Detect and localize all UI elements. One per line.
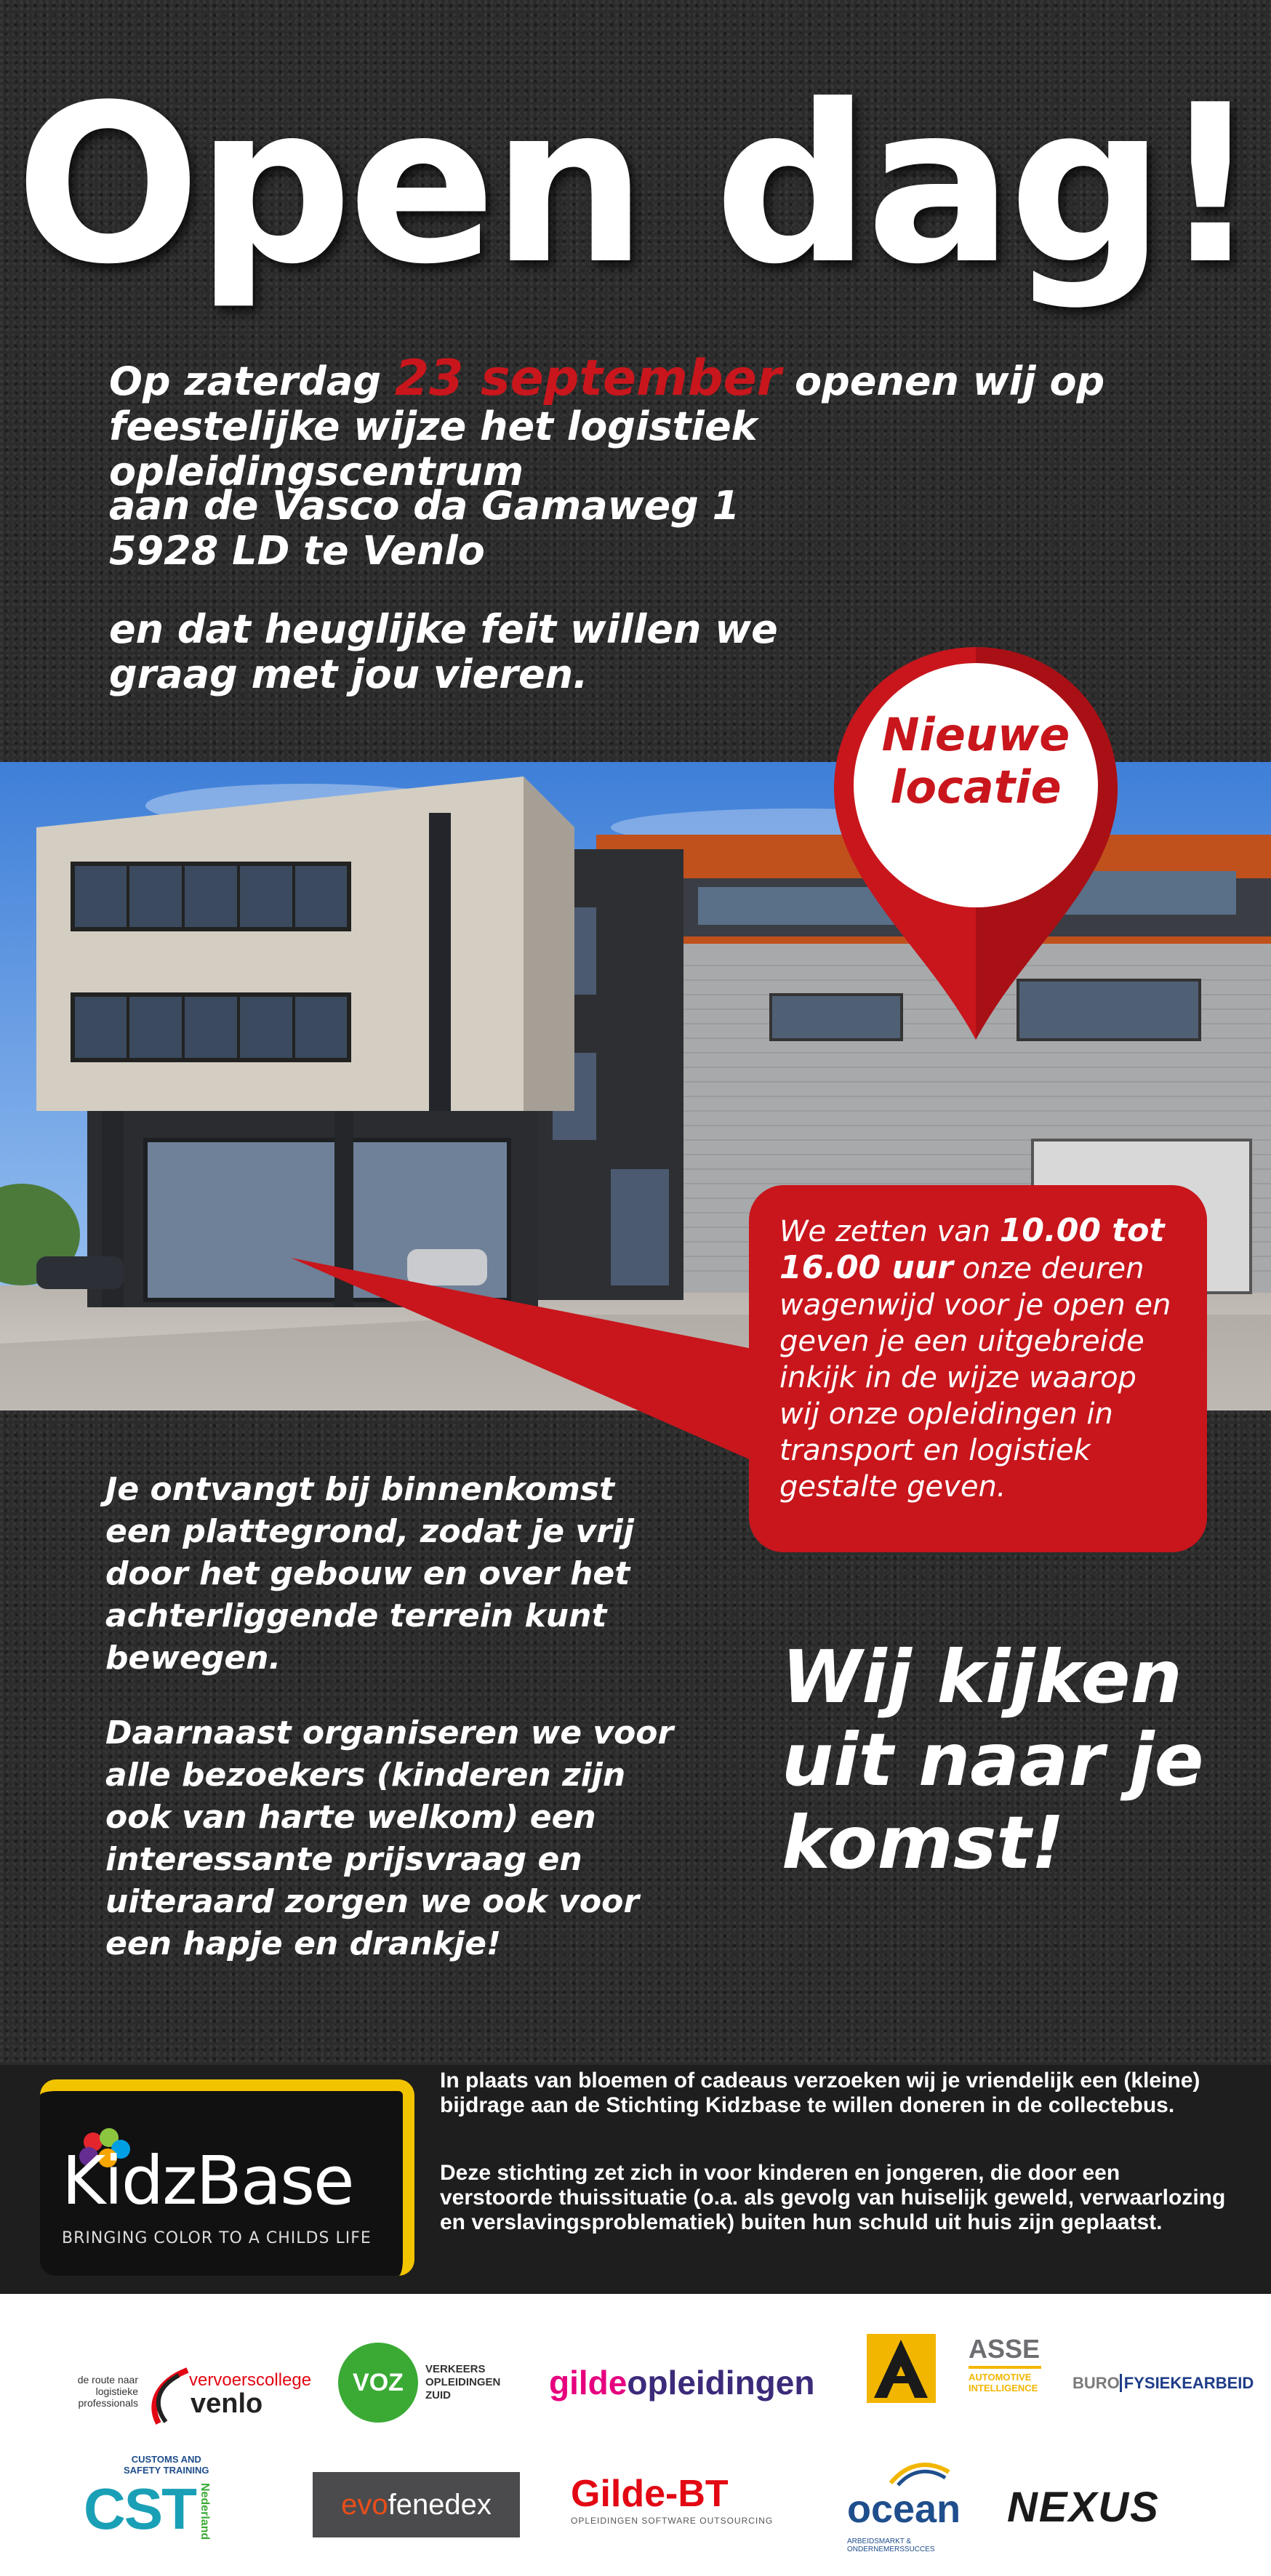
opening-hours: 10.00 tot 16.00 uur <box>779 1212 1165 1286</box>
evofenedex-logo: evofenedex <box>313 2472 520 2537</box>
intro-date-paragraph: Op zaterdag 23 september openen wij op feestelijke wijze het logistiek opleidingscentrum <box>109 350 1105 494</box>
kidzbase-tagline: BRINGING COLOR TO A CHILDS LIFE <box>62 2229 372 2247</box>
kidzbase-logo <box>40 2079 414 2276</box>
vervoerscollege-logo: de route naar logistieke professionals vervoerscollege venlo <box>58 2352 313 2432</box>
donation-paragraph: In plaats van bloemen of cadeaus verzoeken wij je vriendelijk een (kleine) bijdrage aan de Stichting Kidzbase te willen doneren in de collectebus. <box>440 2069 1200 2117</box>
gilde-opleidingen-logo: gildeopleidingen <box>549 2364 815 2402</box>
buro-fysieke-arbeid-logo: BURO FYSIEKEARBEID <box>1072 2374 1254 2392</box>
a-logo <box>867 2334 936 2403</box>
address-paragraph: aan de Vasco da Gamaweg 1 5928 LD te Venlo <box>109 483 740 574</box>
voz-logo: VOZ VERKEERS OPLEIDINGEN ZUID <box>338 2334 505 2428</box>
celebrate-paragraph: en dat heuglijke feit willen we graag met jou vieren. <box>109 606 778 697</box>
headline: Open dag! <box>15 58 1256 312</box>
a-icon <box>867 2334 936 2403</box>
new-location-label: Nieuwe locatie <box>881 708 1070 814</box>
opening-hours-callout: We zetten van 10.00 tot 16.00 uur onze deuren wagenwijd voor je open en geven je een uitgebreide inkijk in de wijze waarop wij onze opleidingen in transport en logistiek gestalte geven. <box>749 1185 1207 1552</box>
floorplan-paragraph: Je ontvangt bij binnenkomst een plattegrond, zodat je vrij door het gebouw en over het achterliggende terrein kunt bewegen. <box>105 1471 634 1677</box>
nexus-logo: NEXUS <box>1007 2484 1160 2531</box>
location-pin-icon <box>823 640 1128 1047</box>
wave-icon <box>887 2457 953 2487</box>
activities-paragraph: Daarnaast organiseren we voor alle bezoekers (kinderen zijn ook van harte welkom) een interessante prijsvraag en uiteraard zorgen we ook voor een hapje en drankje! <box>105 1714 674 1962</box>
foundation-paragraph: Deze stichting zet zich in voor kinderen en jongeren, die door een verstoorde thuissituatie (o.a. als gevolg van huiselijk geweld, verwaarlozing en verslavingsproblematiek) buiten hun schuld uit huis zijn geplaatst. <box>440 2161 1226 2234</box>
asse-logo: ASSE AUTOMOTIVE INTELLIGENCE <box>969 2334 1041 2394</box>
partner-logos: de route naar logistieke professionals vervoerscollege venlo VOZ VERKEERS OPLEIDINGEN ZUID gildeopleidingen ASSE AUTOMOTIVE INTELLIGENCE BURO FYSIEKEARBEID CUSTOMS AND SAFETY TRAINING CST Nederland evofenedex Gilde-BT OPLEIDINGEN SOFTWARE OUTSOURCING ocean ARBEIDSMARKT & ONDERNEMERSSUCCES NEXUS <box>0 2294 1271 2576</box>
cst-logo: CUSTOMS AND SAFETY TRAINING CST Nederland <box>84 2454 211 2541</box>
swoosh-icon <box>144 2367 195 2425</box>
gilde-bt-logo: Gilde-BT OPLEIDINGEN SOFTWARE OUTSOURCING <box>571 2473 774 2526</box>
closing-message: Wij kijken uit naar je komst! <box>782 1634 1204 1885</box>
kidzbase-wordmark: KidzBase <box>62 2142 353 2220</box>
event-date: 23 september <box>394 350 782 407</box>
